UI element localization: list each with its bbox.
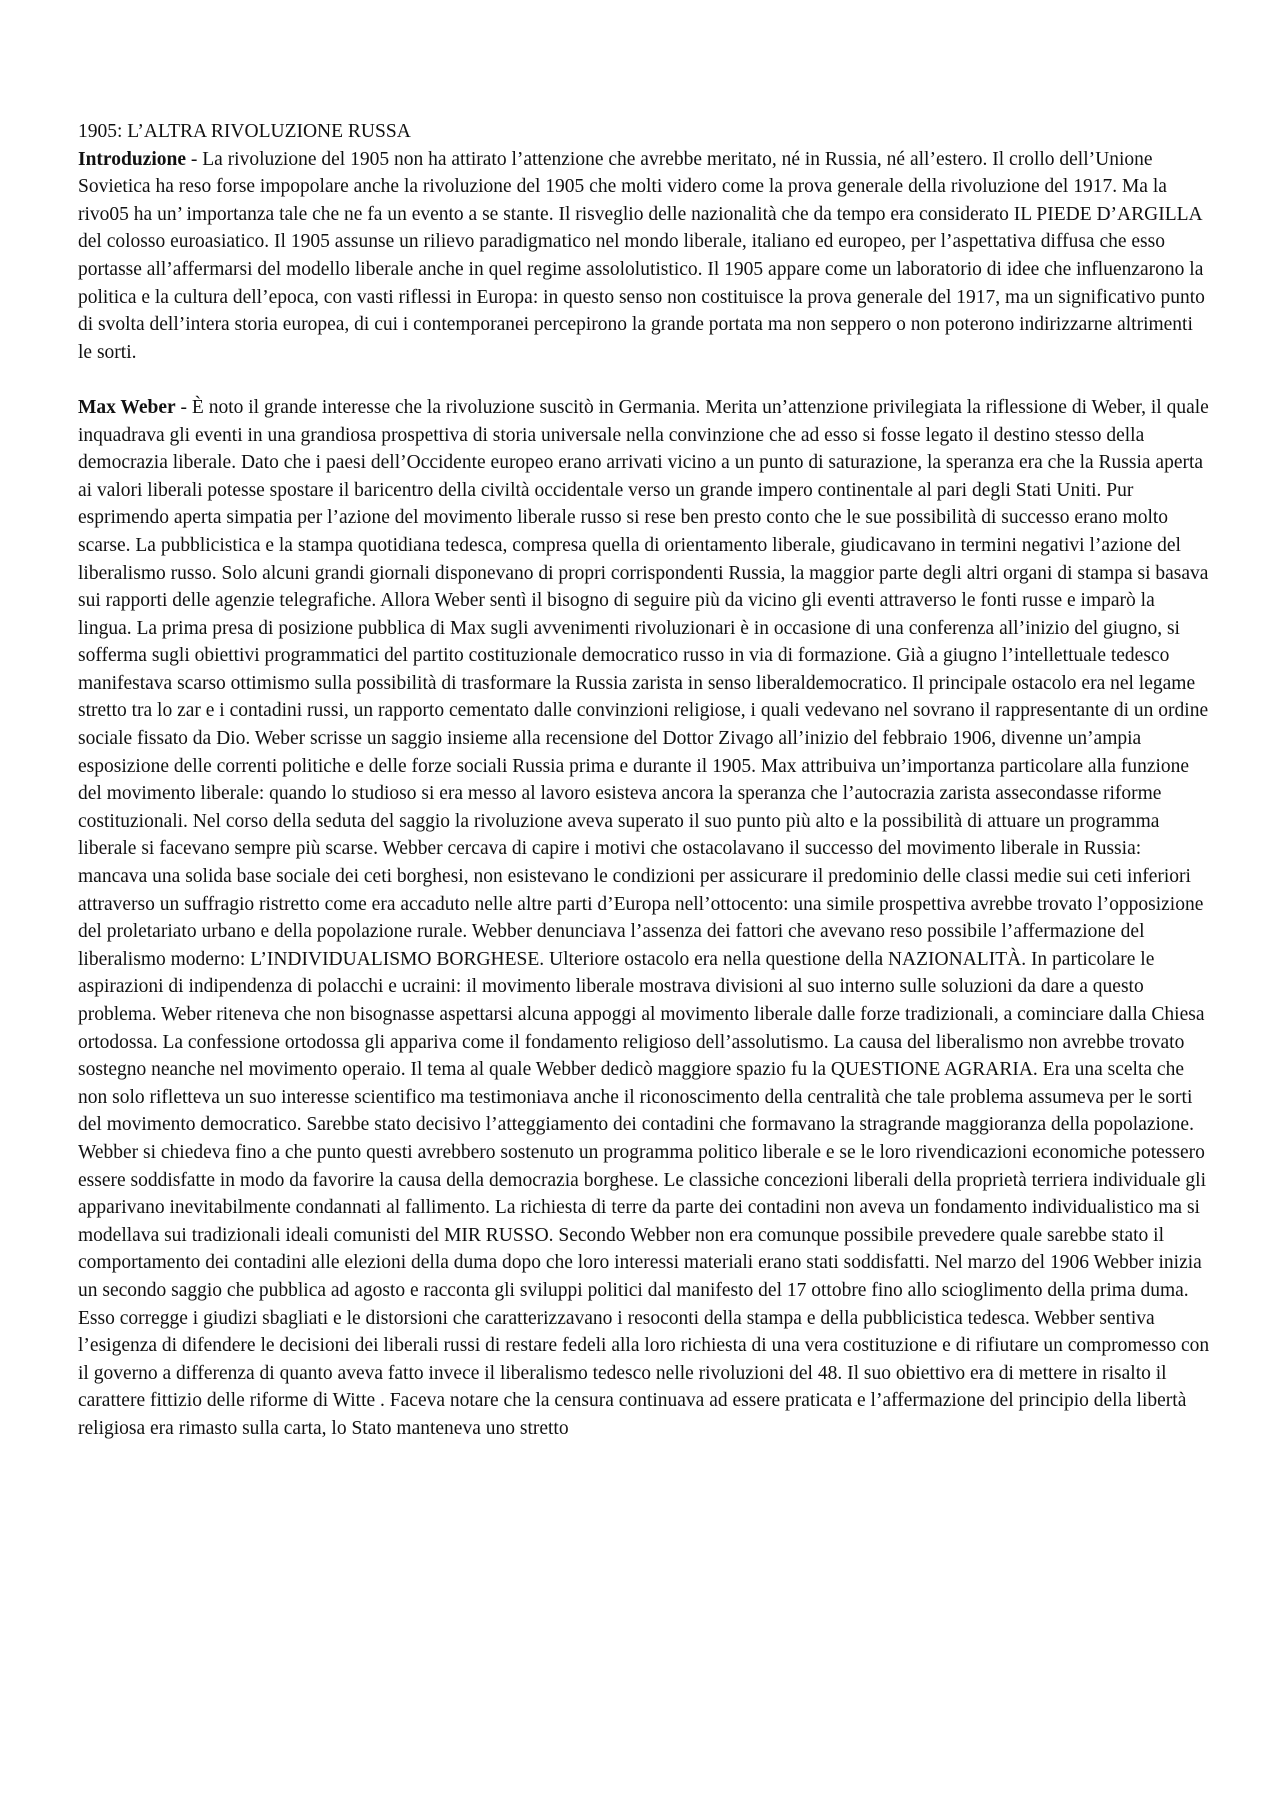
paragraph-text-introduzione: La rivoluzione del 1905 non ha attirato l’attenzione che avrebbe meritato, né in Russia, né all’estero. Il crollo dell’Unione Sovietica ha reso forse impopolare anche la rivoluzione del 1905 che molti videro come la prova generale della rivoluzione del 1917. Ma la rivo05 ha un’ importanza tale che ne fa un evento a se stante. Il risveglio delle nazionalità che da tempo era considerato IL PIEDE D’ARGILLA del colosso euroasiatico. Il 1905 assunse un rilievo paradigmatico nel mondo liberale, italiano ed europeo, per l’aspettativa diffusa che esso portasse all’affermarsi del modello liberale anche in quel regime assololutistico. Il 1905 appare come un laboratorio di idee che influenzarono la politica e la cultura dell’epoca, con vasti riflessi in Europa: in questo senso non costituisce la prova generale del 1917, ma un significativo punto di svolta dell’intera storia europea, di cui i contemporanei percepirono la grande portata ma non seppero o non poterono indirizzarne altrimenti le sorti. xyxy=(78,148,1205,363)
paragraph-heading-max-weber: Max Weber xyxy=(78,396,176,418)
paragraph-max-weber xyxy=(78,394,1210,1443)
paragraph-separator: - xyxy=(186,148,203,170)
paragraph-text-max-weber: È noto il grande interesse che la rivoluzione suscitò in Germania. Merita un’attenzione privilegiata la riflessione di Weber, il quale inquadrava gli eventi in una grandiosa prospettiva di storia universale nella convinzione che ad esso si fosse legato il destino stesso della democrazia liberale. Dato che i paesi dell’Occidente europeo erano arrivati vicino a un punto di saturazione, la speranza era che la Russia aperta ai valori liberali potesse spostare il baricentro della civiltà occidentale verso un grande impero continentale al pari degli Stati Uniti. Pur esprimendo aperta simpatia per l’azione del movimento liberale russo si rese ben presto conto che le sue possibilità di successo erano molto scarse. La pubblicistica e la stampa quotidiana tedesca, compresa quella di orientamento liberale, giudicavano in termini negativi l’azione del liberalismo russo. Solo alcuni grandi giornali disponevano di propri corrispondenti Russia, la maggior parte degli altri organi di stampa si basava sui rapporti delle agenzie telegrafiche. Allora Weber sentì il bisogno di seguire più da vicino gli eventi attraverso le fonti russe e imparò la lingua. La prima presa di posizione pubblica di Max sugli avvenimenti rivoluzionari è in occasione di una conferenza all’inizio del giugno, si sofferma sugli obiettivi programmatici del partito costituzionale democratico russo in via di formazione. Già a giugno l’intellettuale tedesco manifestava scarso ottimismo sulla possibilità di trasformare la Russia zarista in senso liberaldemocratico. Il principale ostacolo era nel legame stretto tra lo zar e i contadini russi, un rapporto cementato dalle convinzioni religiose, i quali vedevano nel sovrano il rappresentante di un ordine sociale fissato da Dio. Weber scrisse un saggio insieme alla recensione del Dottor Zivago all’inizio del febbraio 1906, divenne un’ampia esposizione delle correnti politiche e delle forze sociali Russia prima e durante il 1905. Max attribuiva un’importanza particolare alla funzione del movimento liberale: quando lo studioso si era messo al lavoro esisteva ancora la speranza che l’autocrazia zarista assecondasse riforme costituzionali. Nel corso della seduta del saggio la rivoluzione aveva superato il suo punto più alto e la possibilità di attuare un programma liberale si facevano sempre più scarse. Webber cercava di capire i motivi che ostacolavano il successo del movimento liberale in Russia: mancava una solida base sociale dei ceti borghesi, non esistevano le condizioni per assicurare il predominio delle classi medie sui ceti inferiori attraverso un suffragio ristretto come era accaduto nelle altre parti d’Europa nell’ottocento: una simile prospettiva avrebbe trovato l’opposizione del proletariato urbano e della popolazione rurale. Webber denunciava l’assenza dei fattori che avevano reso possibile l’affermazione del liberalismo moderno: L’INDIVIDUALISMO BORGHESE. Ulteriore ostacolo era nella questione della NAZIONALITÀ. In particolare le aspirazioni di indipendenza di polacchi e ucraini: il movimento liberale mostrava divisioni al suo interno sulle soluzioni da dare a questo problema. Weber riteneva che non bisognasse aspettarsi alcuna appoggi al movimento liberale dalle forze tradizionali, a cominciare dalla Chiesa ortodossa. La confessione ortodossa gli appariva come il fondamento religioso dell’assolutismo. La causa del liberalismo non avrebbe trovato sostegno neanche nel movimento operaio. Il tema al quale Webber dedicò maggiore spazio fu la QUESTIONE AGRARIA. Era una scelta che non solo rifletteva un suo interesse scientifico ma testimoniava anche il riconoscimento della centralità che tale problema assumeva per le sorti del movimento democratico. Sarebbe stato decisivo l’atteggiamento dei contadini che formavano la stragrande maggioranza della popolazione. Webber si chiedeva fino a che punto questi avrebbero sostenuto un programma politico liberale e se le loro rivendicazioni economiche potessero essere soddisfatte in modo da favorire la causa della democrazia borghese. Le classiche concezioni liberali della proprietà terriera individuale gli apparivano inevitabilmente condannati al fallimento. La richiesta di terre da parte dei contadini non aveva un fondamento individualistico ma si modellava sui tradizionali ideali comunisti del MIR RUSSO. Secondo Webber non era comunque possibile prevedere quale sarebbe stato il comportamento dei contadini alle elezioni della duma dopo che loro interessi materiali erano stati soddisfatti. Nel marzo del 1906 Webber inizia un secondo saggio che pubblica ad agosto e racconta gli sviluppi politici dal manifesto del 17 ottobre fino allo scioglimento della prima duma. Esso corregge i giudizi sbagliati e le distorsioni che caratterizzavano i resoconti della stampa e della pubblicistica tedesca. Webber sentiva l’esigenza di difendere le decisioni dei liberali russi di restare fedeli alla loro richiesta di una vera costituzione e di rifiutare un compromesso con il governo a differenza di quanto aveva fatto invece il liberalismo tedesco nelle rivoluzioni del 48. Il suo obiettivo era di mettere in risalto il carattere fittizio delle riforme di Witte . Faceva notare che la censura continuava ad essere praticata e l’affermazione del principio della libertà religiosa era rimasto sulla carta, lo Stato manteneva uno stretto xyxy=(78,396,1210,1439)
document-title: 1905: L’ALTRA RIVOLUZIONE RUSSA xyxy=(78,121,411,142)
paragraph-heading-introduzione: Introduzione xyxy=(78,148,186,170)
paragraph-introduzione xyxy=(78,146,1210,367)
paragraph-separator: - xyxy=(175,396,192,418)
document-page xyxy=(78,118,1210,1443)
